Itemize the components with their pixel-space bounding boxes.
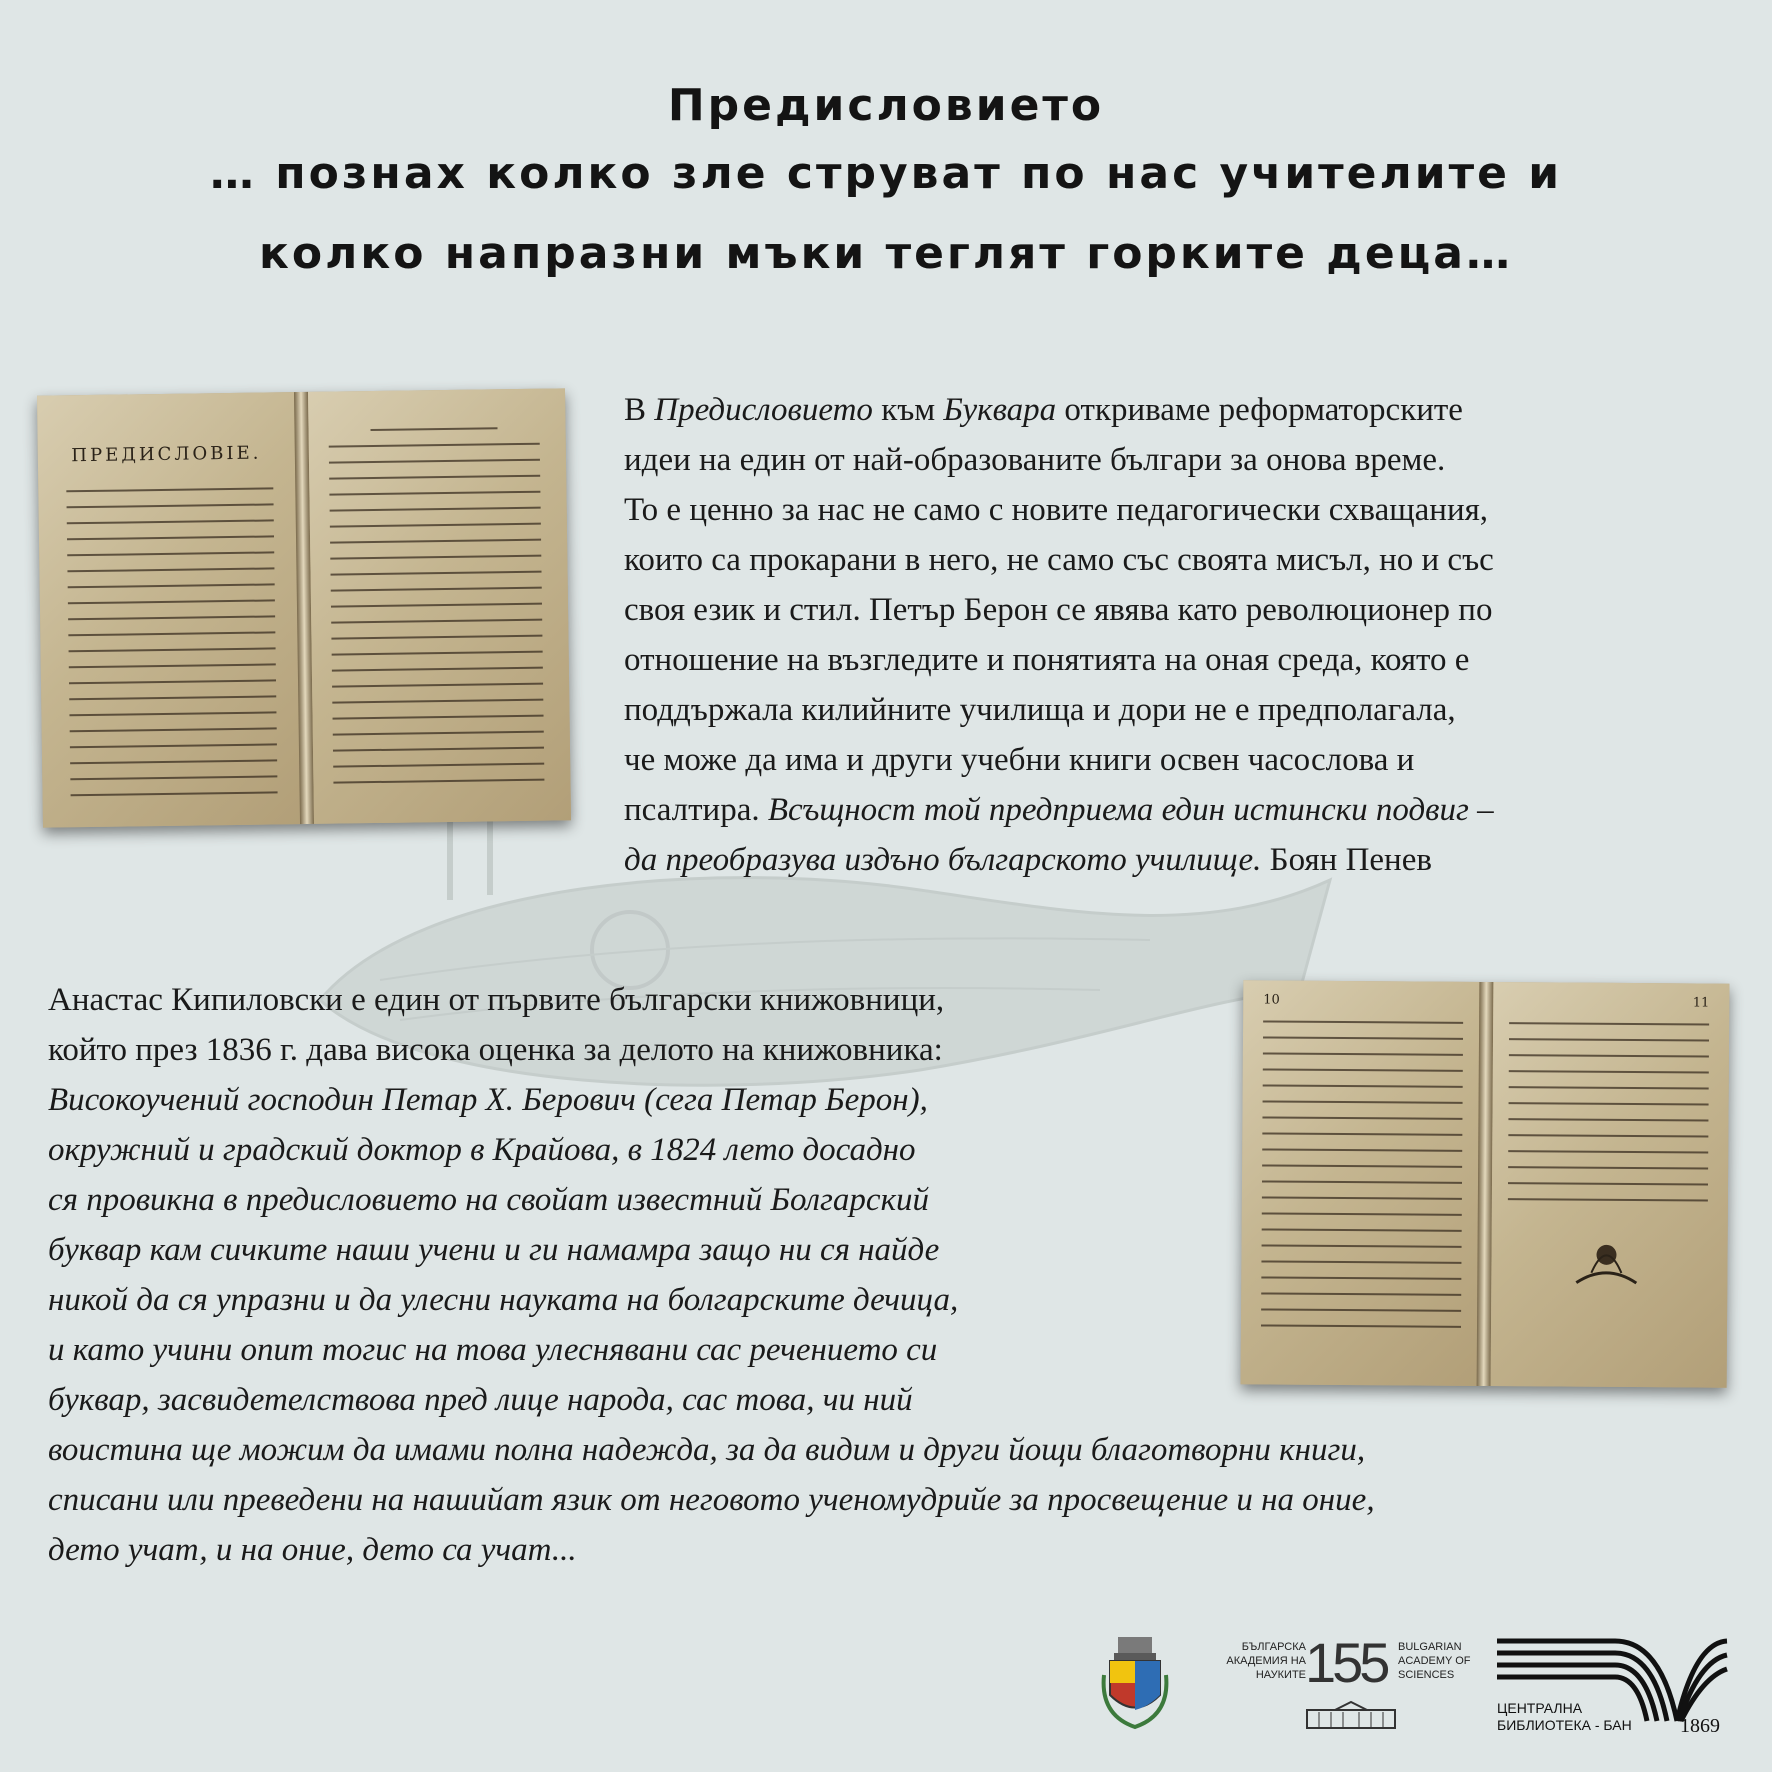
italic-run: буквар, засвидетелствова пред лице народа, сас това, чи ний bbox=[48, 1382, 913, 1418]
text-line bbox=[624, 835, 1744, 885]
page-title: Предисловието bbox=[667, 80, 1105, 131]
bas-anniversary-number: 155 bbox=[1305, 1631, 1387, 1694]
italic-run: окружний и градский доктор в Крайова, в 1824 лето досадно bbox=[48, 1132, 916, 1168]
text-line bbox=[624, 385, 1744, 435]
text-line bbox=[48, 1325, 1738, 1375]
italic-run: воистина ще можим да имами полна надежда, за да видим и други йощи благотворни книги, bbox=[48, 1432, 1366, 1468]
text-line bbox=[624, 535, 1744, 585]
paragraph-kipilovski-quote bbox=[48, 975, 1738, 1575]
italic-run: Високоучений господин Петар Х. Берович (сега Петар Берон), bbox=[48, 1082, 928, 1118]
quote-line-2: колко напразни мъки теглят горките деца… bbox=[259, 228, 1513, 279]
text-line bbox=[48, 1175, 1738, 1225]
text-line bbox=[624, 585, 1744, 635]
text-line bbox=[624, 685, 1744, 735]
footer-logos bbox=[0, 1615, 1772, 1765]
text-line bbox=[48, 1125, 1738, 1175]
italic-run: никой да ся упразни и да улесни науката на болгарските дечица, bbox=[48, 1282, 959, 1318]
text-line bbox=[48, 1225, 1738, 1275]
text-line bbox=[48, 1375, 1738, 1425]
italic-run: Предисловието bbox=[654, 392, 873, 428]
italic-run: и като учини опит тогис на това улеснявани сас речението си bbox=[48, 1332, 938, 1368]
book-image-predislovie bbox=[37, 388, 571, 827]
text-run: В bbox=[624, 392, 655, 428]
text-run: откриваме реформаторските bbox=[1056, 392, 1463, 428]
bas-name-en: BULGARIAN ACADEMY OF SCIENCES bbox=[1398, 1641, 1471, 1681]
text-line bbox=[48, 1275, 1738, 1325]
text-line bbox=[48, 975, 1738, 1025]
page-number-left: 10 bbox=[1263, 992, 1280, 1008]
text-run: идеи на един от най-образованите българи за онова време. bbox=[624, 442, 1446, 478]
text-line bbox=[624, 735, 1744, 785]
library-name bbox=[1497, 1700, 1632, 1734]
page-number-right: 11 bbox=[1692, 995, 1710, 1011]
text-run: Боян Пенев bbox=[1261, 842, 1432, 878]
academy-building-icon bbox=[1305, 1700, 1397, 1730]
italic-run: да преобразува издъно българското училище. bbox=[624, 842, 1262, 878]
text-run: отношение на възгледите и понятията на оная среда, която е bbox=[624, 642, 1470, 678]
text-line bbox=[624, 485, 1744, 535]
text-line bbox=[48, 1525, 1738, 1575]
text-run: които са прокарани в него, не само със своята мисъл, но и със bbox=[624, 542, 1494, 578]
text-line bbox=[48, 1475, 1738, 1525]
text-run: своя език и стил. Петър Берон се явява като революционер по bbox=[624, 592, 1493, 628]
text-line bbox=[48, 1075, 1738, 1125]
text-run: че може да има и други учебни книги освен часослова и bbox=[624, 742, 1415, 778]
text-run: То е ценно за нас не само с новите педагогически схващания, bbox=[624, 492, 1489, 528]
italic-run: Всъщност той предприема един истински подвиг – bbox=[767, 792, 1494, 828]
library-name-line1: ЦЕНТРАЛНА bbox=[1497, 1700, 1583, 1716]
text-line bbox=[624, 635, 1744, 685]
italic-run: дето учат, и на оние, дето са учат... bbox=[48, 1532, 577, 1568]
library-founding-year: 1869 bbox=[1680, 1715, 1720, 1737]
text-run: поддържала килийните училища и дори не е предполагала, bbox=[624, 692, 1456, 728]
text-line bbox=[48, 1025, 1738, 1075]
text-run: псалтира. bbox=[624, 792, 768, 828]
text-line bbox=[48, 1425, 1738, 1475]
italic-run: ся провикна в предисловието на свойат известний Болгарский bbox=[48, 1182, 930, 1218]
text-run: към bbox=[872, 392, 944, 428]
quote-line-1: … познах колко зле струват по нас учителите и bbox=[209, 148, 1563, 199]
italic-run: списани или преведени на нашийат язик от неговото ученомудрийе за просвещение и на оние, bbox=[48, 1482, 1375, 1518]
sofia-coat-of-arms-icon bbox=[1100, 1635, 1170, 1730]
text-line bbox=[624, 785, 1744, 835]
italic-run: Буквара bbox=[943, 392, 1057, 428]
text-run: Анастас Кипиловски е един от първите български книжовници, bbox=[48, 982, 945, 1018]
text-run: който през 1836 г. дава висока оценка за делото на книжовника: bbox=[48, 1032, 943, 1068]
page-heading bbox=[0, 78, 1772, 294]
library-name-line2: БИБЛИОТЕКА - БАН bbox=[1497, 1717, 1632, 1733]
paragraph-beron-preface bbox=[624, 385, 1744, 885]
bas-name-bg: БЪЛГАРСКА АКАДЕМИЯ НА НАУКИТЕ bbox=[1226, 1641, 1306, 1681]
text-line bbox=[624, 435, 1744, 485]
book-page-heading: ПРЕДИСЛОВІЕ. bbox=[71, 442, 262, 467]
italic-run: буквар кам сичките наши учени и ги намамра защо ни ся найде bbox=[48, 1232, 940, 1268]
